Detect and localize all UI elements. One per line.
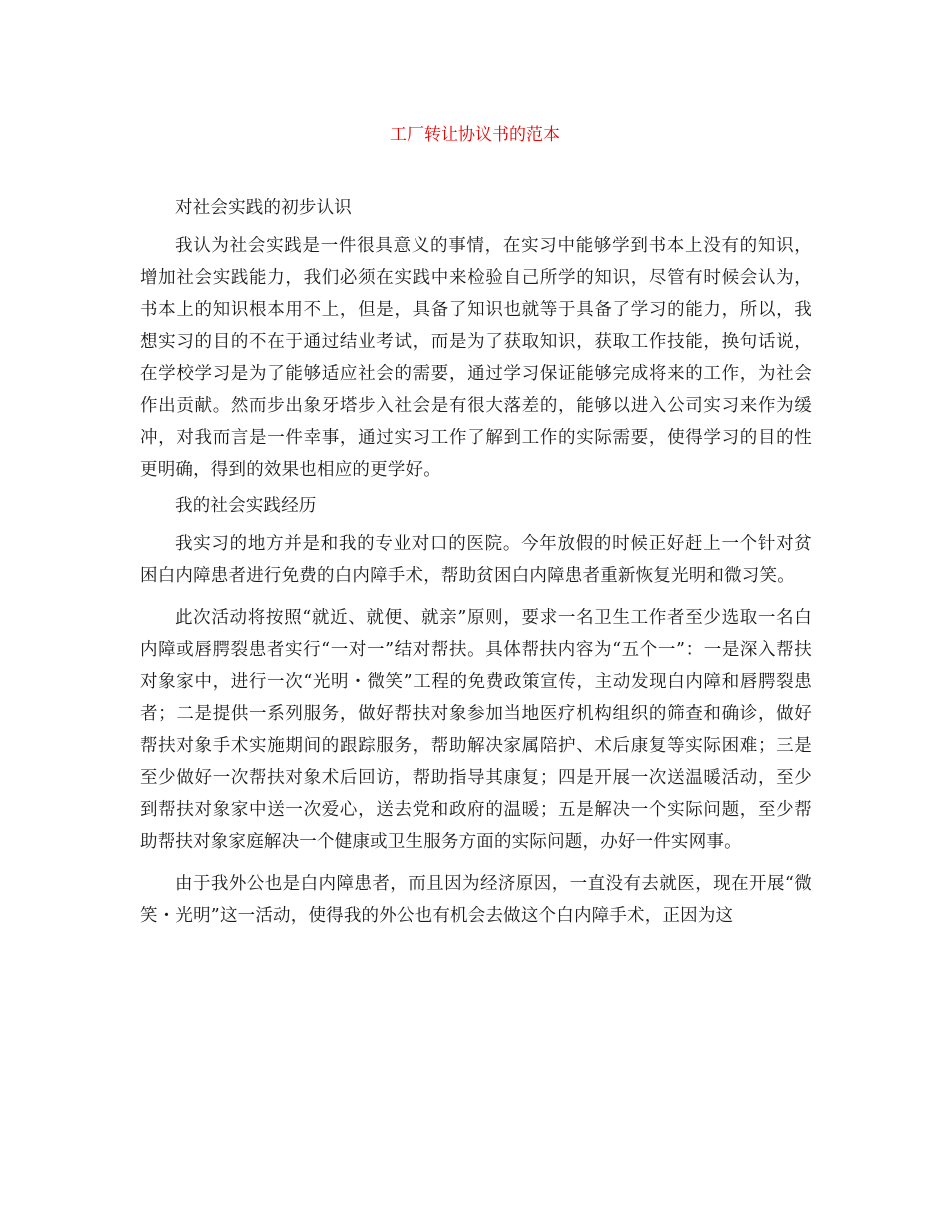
document-title: 工厂转让协议书的范本 (390, 125, 560, 145)
paragraph-internship-place: 我实习的地方并是和我的专业对口的医院。今年放假的时候正好赶上一个针对贫困白内障患者进行免费的白内障手术，帮助贫困白内障患者重新恢复光明和微习笑。 (140, 534, 812, 586)
section-heading-practice-experience: 我的社会实践经历 (175, 496, 317, 516)
document-body (140, 192, 812, 936)
section-heading-initial-understanding: 对社会实践的初步认识 (175, 198, 352, 218)
paragraph-activity-details: 此次活动将按照“就近、就便、就亲”原则，要求一名卫生工作者至少选取一名白内障或唇腭裂患者实行“一对一”结对帮扶。具体帮扶内容为“五个一”：一是深入帮扶对象家中，进行一次“光明・微笑”工程的免费政策宣传，主动发现白内障和唇腭裂患者；二是提供一系列服务，做好帮扶对象参加当地医疗机构组织的筛查和确诊，做好帮扶对象手术实施期间的跟踪服务，帮助解决家属陪护、术后康复等实际困难；三是至少做好一次帮扶对象术后回访，帮助指导其康复；四是开展一次送温暖活动，至少到帮扶对象家中送一次爱心，送去党和政府的温暖；五是解决一个实际问题，至少帮助帮扶对象家庭解决一个健康或卫生服务方面的实际问题，办好一件实网事。 (140, 608, 812, 852)
paragraph-grandfather: 由于我外公也是白内障患者，而且因为经济原因，一直没有去就医，现在开展“微笑・光明”这一活动，使得我的外公也有机会去做这个白内障手术，正因为这 (140, 874, 812, 926)
paragraph-practice-meaning: 我认为社会实践是一件很具意义的事情，在实习中能够学到书本上没有的知识，增加社会实践能力，我们必须在实践中来检验自己所学的知识，尽管有时候会认为，书本上的知识根本用不上，但是，具备了知识也就等于具备了学习的能力，所以，我想实习的目的不在于通过结业考试，而是为了获取知识，获取工作技能，换句话说，在学校学习是为了能够适应社会的需要，通过学习保证能够完成将来的工作，为社会作出贡献。然而步出象牙塔步入社会是有很大落差的，能够以进入公司实习来作为缓冲，对我而言是一件幸事，通过实习工作了解到工作的实际需要，使得学习的目的性更明确，得到的效果也相应的更学好。 (140, 236, 812, 480)
